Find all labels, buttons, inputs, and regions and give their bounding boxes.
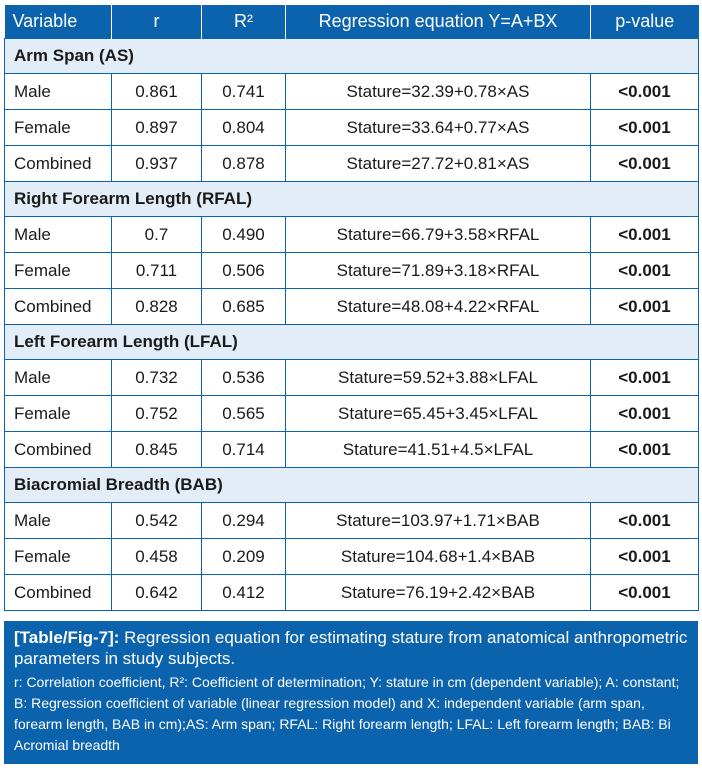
cell-r: 0.861 — [112, 74, 202, 110]
cell-variable: Combined — [5, 575, 112, 611]
cell-variable: Female — [5, 396, 112, 432]
table-row — [5, 146, 699, 182]
cell-p-value: <0.001 — [591, 110, 699, 146]
cell-variable: Combined — [5, 289, 112, 325]
cell-p-value: <0.001 — [591, 432, 699, 468]
cell-r-squared: 0.714 — [202, 432, 286, 468]
header-p-value: p-value — [591, 5, 699, 39]
header-r: r — [112, 5, 202, 39]
cell-equation: Stature=66.79+3.58×RFAL — [286, 217, 591, 253]
section-row — [5, 468, 699, 503]
header-r-squared: R² — [202, 5, 286, 39]
cell-r-squared: 0.565 — [202, 396, 286, 432]
cell-r-squared: 0.741 — [202, 74, 286, 110]
cell-equation: Stature=33.64+0.77×AS — [286, 110, 591, 146]
table-row — [5, 503, 699, 539]
cell-r: 0.542 — [112, 503, 202, 539]
cell-variable: Combined — [5, 432, 112, 468]
cell-p-value: <0.001 — [591, 253, 699, 289]
cell-r-squared: 0.685 — [202, 289, 286, 325]
table-row — [5, 575, 699, 611]
caption-title — [14, 627, 688, 669]
cell-p-value: <0.001 — [591, 217, 699, 253]
cell-equation: Stature=76.19+2.42×BAB — [286, 575, 591, 611]
header-variable: Variable — [5, 5, 112, 39]
cell-equation: Stature=65.45+3.45×LFAL — [286, 396, 591, 432]
section-title: Arm Span (AS) — [5, 39, 699, 74]
section-row — [5, 182, 699, 217]
cell-p-value: <0.001 — [591, 289, 699, 325]
cell-equation: Stature=41.51+4.5×LFAL — [286, 432, 591, 468]
cell-r-squared: 0.209 — [202, 539, 286, 575]
cell-r-squared: 0.412 — [202, 575, 286, 611]
table-row — [5, 360, 699, 396]
cell-variable: Female — [5, 110, 112, 146]
cell-r: 0.937 — [112, 146, 202, 182]
cell-variable: Female — [5, 253, 112, 289]
table-row — [5, 396, 699, 432]
cell-p-value: <0.001 — [591, 539, 699, 575]
cell-r: 0.897 — [112, 110, 202, 146]
cell-variable: Male — [5, 217, 112, 253]
cell-p-value: <0.001 — [591, 396, 699, 432]
section-row — [5, 39, 699, 74]
cell-p-value: <0.001 — [591, 360, 699, 396]
cell-r: 0.845 — [112, 432, 202, 468]
cell-r: 0.7 — [112, 217, 202, 253]
figure-caption — [4, 621, 698, 764]
table-row — [5, 253, 699, 289]
cell-p-value: <0.001 — [591, 575, 699, 611]
table-row — [5, 432, 699, 468]
cell-equation: Stature=27.72+0.81×AS — [286, 146, 591, 182]
cell-p-value: <0.001 — [591, 74, 699, 110]
cell-variable: Combined — [5, 146, 112, 182]
cell-p-value: <0.001 — [591, 146, 699, 182]
section-title: Right Forearm Length (RFAL) — [5, 182, 699, 217]
regression-table — [4, 5, 699, 611]
cell-r-squared: 0.804 — [202, 110, 286, 146]
caption-tag: [Table/Fig-7]: — [14, 628, 120, 647]
cell-equation: Stature=71.89+3.18×RFAL — [286, 253, 591, 289]
section-title: Biacromial Breadth (BAB) — [5, 468, 699, 503]
cell-r: 0.642 — [112, 575, 202, 611]
cell-r: 0.828 — [112, 289, 202, 325]
cell-r: 0.711 — [112, 253, 202, 289]
cell-r: 0.732 — [112, 360, 202, 396]
cell-r-squared: 0.506 — [202, 253, 286, 289]
table-row — [5, 110, 699, 146]
cell-equation: Stature=32.39+0.78×AS — [286, 74, 591, 110]
section-title: Left Forearm Length (LFAL) — [5, 325, 699, 360]
cell-p-value: <0.001 — [591, 503, 699, 539]
cell-variable: Male — [5, 503, 112, 539]
cell-r-squared: 0.536 — [202, 360, 286, 396]
caption-title-text: Regression equation for estimating stature from anatomical anthropometric parameters in study subjects. — [14, 628, 688, 668]
caption-notes: r: Correlation coefficient, R²: Coefficient of determination; Y: stature in cm (dependent variable); A: constant; B: Regression coefficient of variable (linear regression model) and X: independent variable (arm span, forearm length, BAB in cm);AS: Arm span; RFAL: Right forearm length; LFAL: Left forearm length; BAB: Bi Acromial breadth — [14, 674, 680, 753]
table-header-row — [5, 5, 699, 39]
header-regression-equation: Regression equation Y=A+BX — [286, 5, 591, 39]
cell-equation: Stature=103.97+1.71×BAB — [286, 503, 591, 539]
table-row — [5, 289, 699, 325]
table-row — [5, 74, 699, 110]
cell-equation: Stature=59.52+3.88×LFAL — [286, 360, 591, 396]
section-row — [5, 325, 699, 360]
cell-r: 0.752 — [112, 396, 202, 432]
cell-r: 0.458 — [112, 539, 202, 575]
cell-equation: Stature=48.08+4.22×RFAL — [286, 289, 591, 325]
cell-r-squared: 0.878 — [202, 146, 286, 182]
table-row — [5, 217, 699, 253]
table-body — [5, 39, 699, 611]
cell-equation: Stature=104.68+1.4×BAB — [286, 539, 591, 575]
cell-variable: Female — [5, 539, 112, 575]
cell-r-squared: 0.294 — [202, 503, 286, 539]
table-row — [5, 539, 699, 575]
cell-variable: Male — [5, 74, 112, 110]
cell-r-squared: 0.490 — [202, 217, 286, 253]
cell-variable: Male — [5, 360, 112, 396]
